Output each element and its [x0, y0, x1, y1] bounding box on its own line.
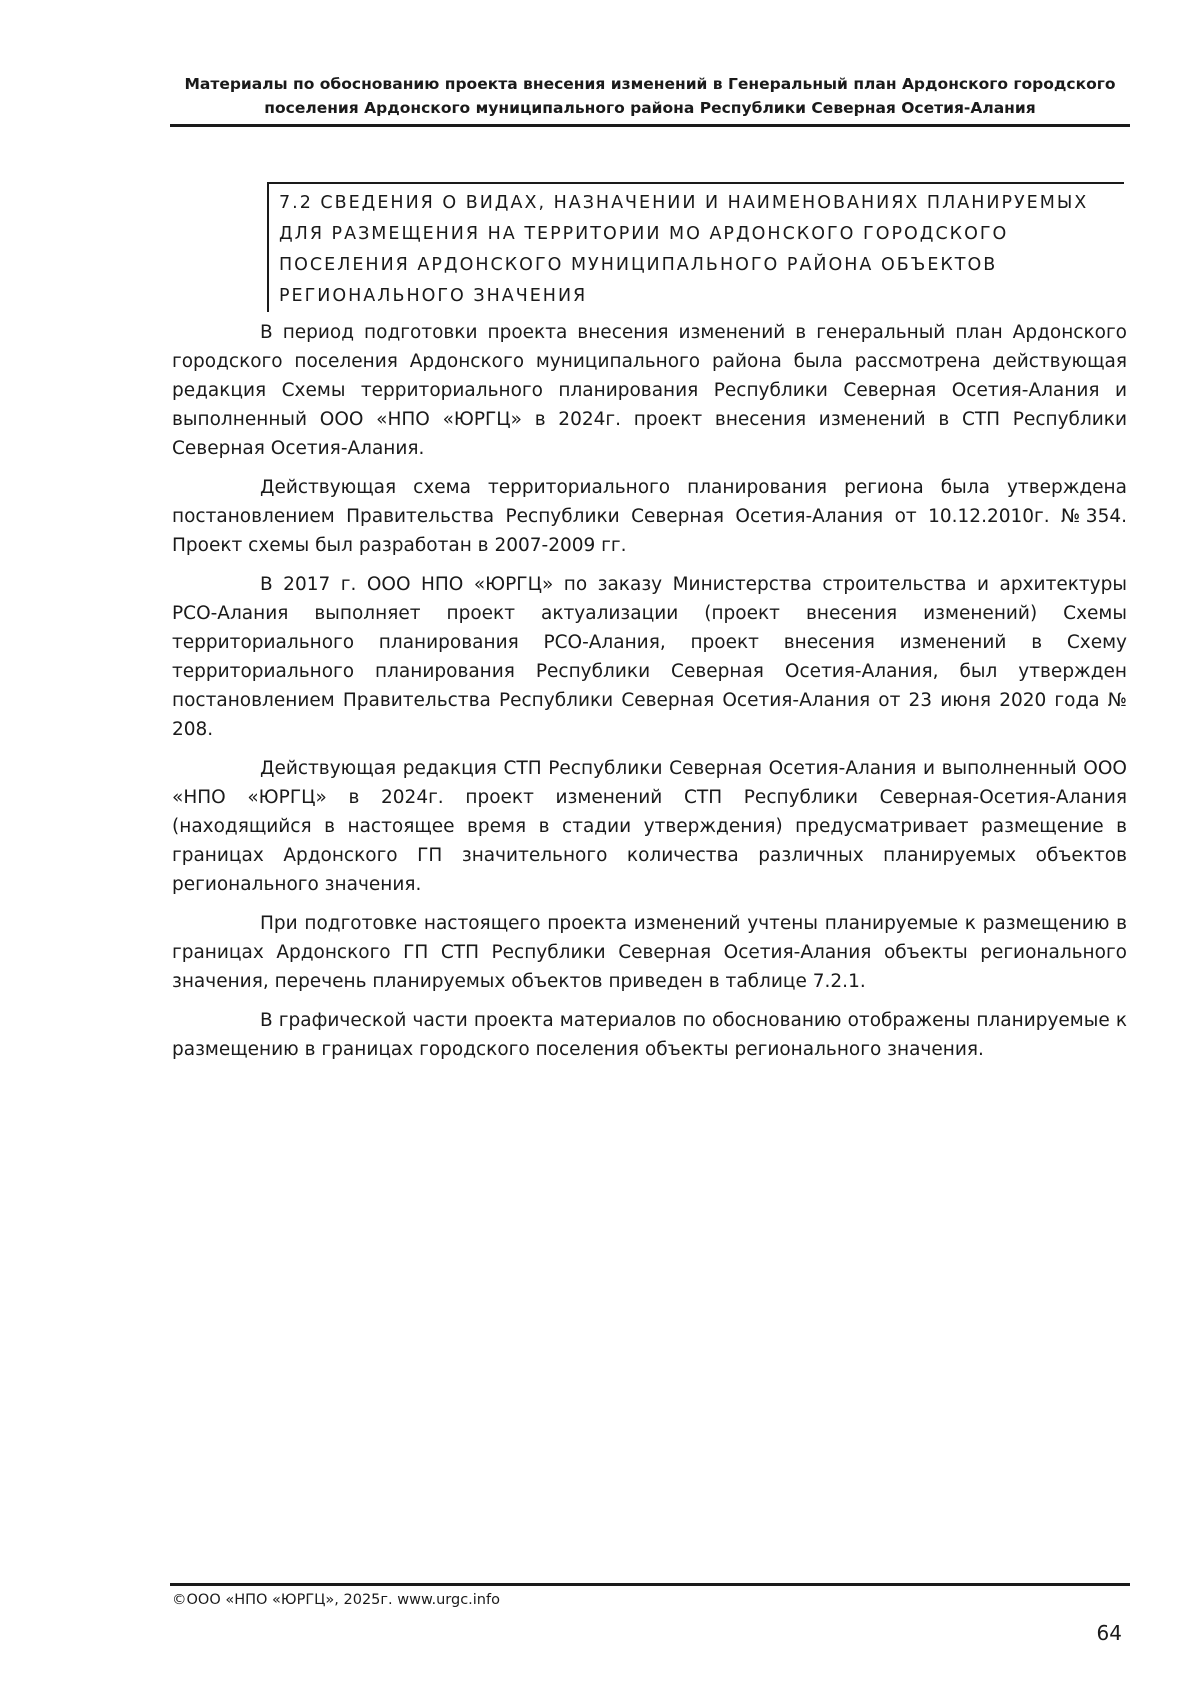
footer-divider	[170, 1583, 1130, 1586]
body-text	[172, 318, 1127, 1074]
paragraph-5: При подготовке настоящего проекта изменений учтены планируемые к размещению в границах Ардонского ГП СТП Республики Северная Осетия-Алания объекты регионального значения, перечень планируемых объектов приведен в таблице 7.2.1.	[172, 913, 1127, 992]
section-heading-box	[267, 182, 1124, 312]
header-line-2: поселения Ардонского муниципального района Республики Северная Осетия-Алания	[264, 99, 1036, 117]
section-title: 7.2 СВЕДЕНИЯ О ВИДАХ, НАЗНАЧЕНИИ И НАИМЕНОВАНИЯХ ПЛАНИРУЕМЫХ ДЛЯ РАЗМЕЩЕНИЯ НА ТЕРРИТОРИИ МО АРДОНСКОГО ГОРОДСКОГО ПОСЕЛЕНИЯ АРДОНСКОГО МУНИЦИПАЛЬНОГО РАЙОНА ОБЪЕКТОВ РЕГИОНАЛЬНОГО ЗНАЧЕНИЯ	[279, 193, 1089, 306]
paragraph-1: В период подготовки проекта внесения изменений в генеральный план Ардонского городского поселения Ардонского муниципального района была рассмотрена действующая редакция Схемы территориального планирования Республики Северная Осетия-Алания и выполненный ООО «НПО «ЮРГЦ» в 2024г. проект внесения изменений в СТП Республики Северная Осетия-Алания.	[172, 322, 1127, 459]
document-header	[170, 72, 1130, 120]
paragraph-2: Действующая схема территориального планирования региона была утверждена постановлением Правительства Республики Северная Осетия-Алания от 10.12.2010г. №354. Проект схемы был разработан в 2007-2009 гг.	[172, 477, 1127, 556]
paragraph-3: В 2017 г. ООО НПО «ЮРГЦ» по заказу Министерства строительства и архитектуры РСО-Алания выполняет проект актуализации (проект внесения изменений) Схемы территориального планирования РСО-Алания, проект внесения изменений в Схему территориального планирования Республики Северная Осетия-Алания, был утвержден постановлением Правительства Республики Северная Осетия-Алания от 23 июня 2020 года № 208.	[172, 574, 1127, 740]
footer-copyright: ©ООО «НПО «ЮРГЦ», 2025г. www.urgc.info	[172, 1592, 500, 1608]
page-number: 64	[1096, 1621, 1122, 1645]
header-divider	[170, 124, 1130, 127]
paragraph-4: Действующая редакция СТП Республики Северная Осетия-Алания и выполненный ООО «НПО «ЮРГЦ» в 2024г. проект изменений СТП Республики Северная-Осетия-Алания (находящийся в настоящее время в стадии утверждения) предусматривает размещение в границах Ардонского ГП значительного количества различных планируемых объектов регионального значения.	[172, 758, 1127, 895]
header-line-1: Материалы по обоснованию проекта внесения изменений в Генеральный план Ардонского городского	[184, 75, 1116, 93]
paragraph-6: В графической части проекта материалов по обоснованию отображены планируемые к размещению в границах городского поселения объекты регионального значения.	[172, 1010, 1127, 1060]
